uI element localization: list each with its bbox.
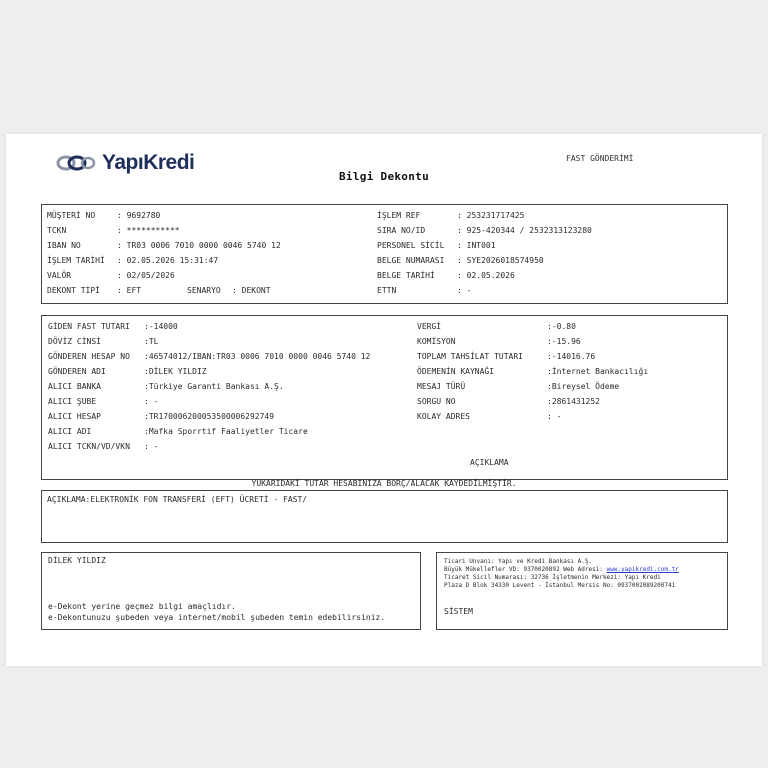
ettn-label: ETTN <box>377 286 397 295</box>
transfer-details-box <box>41 315 728 480</box>
alici-adi-label: ALICI ADI <box>48 427 92 436</box>
ettn: : - <box>457 286 472 295</box>
tckn-label: TCKN <box>47 226 67 235</box>
toplam: :-14016.76 <box>547 352 596 361</box>
debit-credit-notice: YUKARIDAKİ TUTAR HESABINIZA BORÇ/ALACAK KAYDEDİLMİŞTİR. <box>251 479 517 488</box>
sorgu-no: :2861431252 <box>547 397 600 406</box>
mesaj-turu-label: MESAJ TÜRÜ <box>417 382 466 391</box>
dekont-tipi: : EFT <box>117 286 142 295</box>
gonderen-adi-label: GÖNDEREN ADI <box>48 367 106 376</box>
personel-sicil-label: PERSONEL SİCİL <box>377 241 445 250</box>
mesaj-turu: :Bireysel Ödeme <box>547 382 620 391</box>
disclaimer-line-1: e-Dekont yerine geçmez bilgi amaçlıdır. <box>48 602 236 611</box>
islem-tarihi-label: İŞLEM TARİHİ <box>47 256 105 265</box>
description-box <box>41 490 728 543</box>
description-text: AÇIKLAMA:ELEKTRONİK FON TRANSFERİ (EFT) ÜCRETİ - FAST/ <box>47 495 308 504</box>
dekont-tipi-label: DEKONT TİPİ <box>47 286 100 295</box>
document-title: Bilgi Dekontu <box>339 170 429 183</box>
kolay-adres: : - <box>547 412 562 421</box>
footer-right-box <box>436 552 728 630</box>
islem-ref: : 253231717425 <box>457 211 525 220</box>
disclaimer-line-2: e-Dekontunuzu şubeden veya internet/mobil şubeden temin edebilirsiniz. <box>48 613 386 622</box>
belge-tarihi-label: BELGE TARİHİ <box>377 271 435 280</box>
customer-name: DİLEK YILDIZ <box>48 556 106 565</box>
iban: : TR03 0006 7010 0000 0046 5740 12 <box>117 241 281 250</box>
islem-tarihi: : 02.05.2026 15:31:47 <box>117 256 219 265</box>
logo-text: YapıKredi <box>102 151 195 174</box>
valor-label: VALÖR <box>47 271 72 280</box>
gonderen-hesap-label: GÖNDEREN HESAP NO <box>48 352 130 361</box>
senaryo-label: SENARYO <box>187 286 221 295</box>
alici-hesap-label: ALICI HESAP <box>48 412 101 421</box>
receipt-page <box>6 134 762 666</box>
address-line: Plaza D Blok 34330 Levent - İstanbul Mersis No: 0937002089200741 <box>444 582 676 589</box>
aciklama-heading: AÇIKLAMA <box>470 458 509 467</box>
footer-left-box <box>41 552 421 630</box>
valor: : 02/05/2026 <box>117 271 175 280</box>
gonderen-hesap: :46574012/IBAN:TR03 0006 7010 0000 0046 5740 12 <box>144 352 371 361</box>
tax-web-line <box>444 566 679 574</box>
transfer-type: FAST GÖNDERİMİ <box>566 154 634 163</box>
trade-registry-line: Ticaret Sicil Numarası: 32736 İşletmenin Merkezi: Yapı Kredi <box>444 574 661 581</box>
islem-ref-label: İŞLEM REF <box>377 211 421 220</box>
tax-office-text: Büyük Mükellefler VD: 9370020892 Web Adresi: <box>444 566 603 573</box>
vergi-label: VERGİ <box>417 322 442 331</box>
giden-label: GİDEN FAST TUTARI <box>48 322 130 331</box>
company-title: Ticari Unvanı: Yapı ve Kredi Bankası A.Ş. <box>444 558 593 565</box>
kolay-adres-label: KOLAY ADRES <box>417 412 470 421</box>
toplam-label: TOPLAM TAHSİLAT TUTARI <box>417 352 523 361</box>
website-link[interactable]: www.yapikredi.com.tr <box>606 566 679 573</box>
giden: :-14000 <box>144 322 178 331</box>
tckn: : *********** <box>117 226 180 235</box>
sira-no: : 925-420344 / 2532313123280 <box>457 226 592 235</box>
alici-sube-label: ALICI ŞUBE <box>48 397 97 406</box>
alici-banka-label: ALICI BANKA <box>48 382 101 391</box>
sira-no-label: SIRA NO/ID <box>377 226 426 235</box>
alici-tckn-label: ALICI TCKN/VD/VKN <box>48 442 130 451</box>
gonderen-adi: :DİLEK YILDIZ <box>144 367 207 376</box>
sorgu-no-label: SORGU NO <box>417 397 456 406</box>
doviz-label: DÖVİZ CİNSİ <box>48 337 101 346</box>
musteri-no: : 9692780 <box>117 211 161 220</box>
odeme-kaynagi-label: ÖDEMENİN KAYNAĞI <box>417 367 495 376</box>
belge-numarasi: : SYE2026018574950 <box>457 256 544 265</box>
alici-banka: :Türkiye Garanti Bankası A.Ş. <box>144 382 284 391</box>
customer-info-box <box>41 204 728 304</box>
komisyon: :-15.96 <box>547 337 581 346</box>
alici-sube: : - <box>144 397 159 406</box>
alici-adi: :Mafka Sporrtif Faaliyetler Ticare <box>144 427 308 436</box>
musteri-no-label: MÜŞTERİ NO <box>47 211 96 220</box>
iban-label: IBAN NO <box>47 241 81 250</box>
alici-tckn: : - <box>144 442 159 451</box>
senaryo: : DEKONT <box>232 286 271 295</box>
doviz: :TL <box>144 337 159 346</box>
belge-numarasi-label: BELGE NUMARASI <box>377 256 445 265</box>
system-label: SİSTEM <box>444 607 473 616</box>
odeme-kaynagi: :İnternet Bankacılığı <box>547 367 649 376</box>
alici-hesap: :TR170006200053500006292749 <box>144 412 275 421</box>
komisyon-label: KOMİSYON <box>417 337 456 346</box>
personel-sicil: : INT001 <box>457 241 496 250</box>
belge-tarihi: : 02.05.2026 <box>457 271 515 280</box>
vergi: :-0.80 <box>547 322 576 331</box>
